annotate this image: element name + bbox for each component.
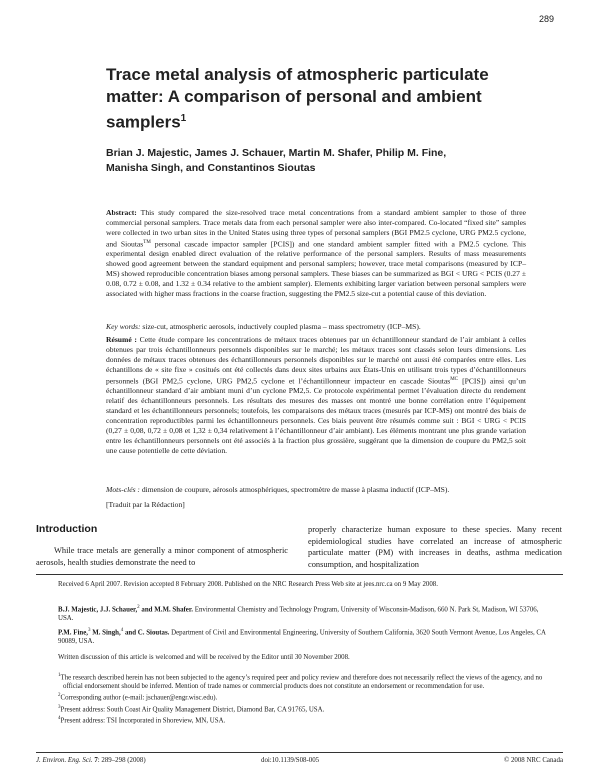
affiliation-2-names-3: and C. Sioutas.	[123, 629, 170, 637]
affiliation-1-names-2: and M.M. Shafer.	[139, 606, 194, 614]
translation-note: [Traduit par la Rédaction]	[106, 500, 185, 509]
title-footnote-mark: 1	[180, 113, 187, 124]
footnote-text: Present address: TSI Incorporated in Shoreview, MN, USA.	[60, 717, 226, 725]
affiliation-1-names: B.J. Majestic, J.J. Schauer,	[58, 606, 138, 614]
footnote-text: Present address: South Coast Air Quality Management District, Diamond Bar, CA 91765, USA.	[60, 705, 325, 713]
resume-text-b: [PCIS]) ainsi qu’un échantillonneur standard d’air ambiant muni d’un cyclone PM2,5. Ce protocole expérimental permet l’évaluation directe du rendement relatif des échantillonneurs personnels. Les résultats des mesures des masses ont montré une bonne corrélation entre l’équipement standard et les échantillonneurs personnels; toutefois, les comparaisons des métaux traces (mesurés par ICP-MS) ont montré des biais de concentration reproductibles parmi les échantillonneurs personnels. Ces biais peuvent être résumés comme suit : BGI < URG < PCIS (0,27 ± 0,08, 0,72 ± 0,08 et 1,32 ± 0,34 relativement à l’échantillonneur d’air ambiant). Les éléments montrant une plus grande variation entre les échantillonneurs personnels ont été associés à la fraction plus grossière, suggérant que la dimension de coupure du PM2,5 soit une cause potentielle de cette déviation.	[106, 376, 526, 455]
mots-cles-text: dimension de coupure, aérosols atmosphériques, spectromètre de masse à plasma inductif (ICP–MS).	[139, 485, 450, 494]
article-title	[106, 64, 526, 134]
affiliation-1	[58, 603, 548, 623]
title-text: Trace metal analysis of atmospheric particulate matter: A comparison of personal and ambient samplers	[106, 65, 489, 132]
abstract-label: Abstract:	[106, 208, 137, 217]
copyright: © 2008 NRC Canada	[503, 757, 563, 764]
affiliation-1-text: Environmental Chemistry and Technology Program, University of Wisconsin-Madison, 660 N. Park St, Madison, WI 53706, USA.	[58, 606, 539, 623]
discussion-notice: Written discussion of this article is welcomed and will be received by the Editor until 30 November 2008.	[58, 654, 350, 661]
affiliation-2-names-2: M. Singh,	[90, 629, 121, 637]
resume-label: Résumé :	[106, 335, 137, 344]
intro-column-2: properly characterize human exposure to these species. Many recent epidemiological studies have correlated an increase of atmospheric particulate matter (PM) with increases in deaths, asthma medication consumption, and hospitalization	[308, 525, 562, 569]
footnote	[58, 703, 548, 714]
footnote	[58, 691, 548, 702]
footnote-mark: 1	[58, 673, 61, 678]
keywords	[106, 322, 526, 332]
received-dates: Received 6 April 2007. Revision accepted 8 February 2008. Published on the NRC Research Press Web site at jees.nrc.ca on 9 May 2008.	[58, 581, 438, 588]
resume-mc-mark: MC	[450, 376, 458, 382]
author-list	[106, 146, 526, 176]
footnote	[58, 714, 548, 725]
affiliation-2	[58, 626, 548, 646]
intro-column-1: While trace metals are generally a minor component of atmospheric aerosols, health studies demonstrate the need to	[36, 546, 288, 567]
journal-citation	[36, 757, 146, 764]
abstract-tm-mark: TM	[143, 239, 151, 245]
footnote	[58, 671, 548, 691]
keywords-text: size-cut, atmospheric aerosols, inductively coupled plasma – mass spectrometry (ICP–MS).	[140, 322, 421, 331]
doi: doi:10.1139/S08-005	[261, 757, 320, 764]
affiliation-2-mark-2: 4	[120, 628, 124, 633]
mots-cles	[106, 485, 526, 495]
journal-volume: 7	[94, 757, 98, 764]
affiliation-2-text: Department of Civil and Environmental Engineering, University of Southern California, 3620 South Vermont Avenue, Los Angeles, CA 90089, USA.	[58, 629, 546, 646]
footnote-text: The research described herein has not been subjected to the agency’s required peer and policy review and therefore does not necessarily reflect the views of the agency, and no official endorsement should be inferred. Mention of trade names or commercial products does not constitute an endorsement or recommendation for use.	[60, 674, 543, 691]
footnotes	[58, 671, 548, 725]
footnote-text: Corresponding author (e-mail: jschauer@engr.wisc.edu).	[60, 694, 218, 702]
journal-pages: : 289–298 (2008)	[97, 757, 146, 764]
resume	[106, 335, 526, 455]
keywords-label: Key words:	[106, 322, 141, 331]
footnote-mark: 2	[58, 693, 61, 699]
introduction-heading: Introduction	[36, 523, 98, 535]
affiliation-2-mark-1: 3	[87, 628, 91, 633]
authors-line-2: Manisha Singh, and Constantinos Sioutas	[106, 162, 316, 174]
journal-name: J. Environ. Eng. Sci.	[36, 757, 95, 764]
page-number: 289	[538, 14, 554, 24]
first-page-footnote-box	[36, 574, 563, 753]
abstract-text-a: This study compared the size-resolved trace metal concentrations from a standard ambient sampler to those of three commercial personal samplers. Trace metals data from each personal sampler were also inter-compared. Co-located “fixed site” samples were collected in two urban sites in the United States using three types of personal samplers (BGI PM2.5 cyclone, URG PM2.5 cyclone, and Sioutas	[106, 208, 526, 249]
abstract	[106, 208, 526, 299]
affiliation-1-mark: 2	[137, 605, 140, 610]
footnote-mark: 4	[58, 715, 61, 721]
affiliation-2-names: P.M. Fine,	[58, 629, 88, 637]
footnote-mark: 3	[58, 704, 61, 710]
authors-line-1: Brian J. Majestic, James J. Schauer, Martin M. Shafer, Philip M. Fine,	[106, 147, 447, 159]
resume-text-a: Cette étude compare les concentrations de métaux traces obtenues par un échantillonneur standard de l’air ambiant à celles obtenues par trois échantillonneurs personnels disponibles sur le marché; les métaux traces sont classés selon leurs dimensions. Les données de métaux traces obtenues des échantillonneurs personnels disponibles sur le marché ont aussi été comparées entre elles. Les échantillons de « site fixe » cositués ont été collectés dans deux sites urbains aux États-Unis en utilisant trois types d’échantillonneurs personnels (BGI PM2,5 cyclone, URG PM2,5 cyclone et l’échantillonneur impacteur en cascade Sioutas	[106, 335, 526, 386]
abstract-text-b: personal cascade impactor sampler [PCIS]) and one standard ambient sampler fitted with a PM2.5 cyclone. This experimental design enabled direct evaluation of the relative performance of the personal samplers. Results of mass measurements showed good agreement between the standard equipment and personal samplers; however, trace metal comparisons (measured by ICP–MS) showed reproducible concentration biases among personal samplers. These biases can be summarized as BGI < URG < PCIS (0.27 ± 0.08, 0.72 ± 0.08, and 1.32 ± 0.34 relative to the ambient sampler). Elements exhibiting larger variation between personal samplers were associated with higher mass fractions in the coarse fraction, suggesting the PM2.5 size-cut a potential cause of this deviation.	[106, 239, 527, 298]
mots-cles-label: Mots-clés :	[106, 485, 140, 494]
